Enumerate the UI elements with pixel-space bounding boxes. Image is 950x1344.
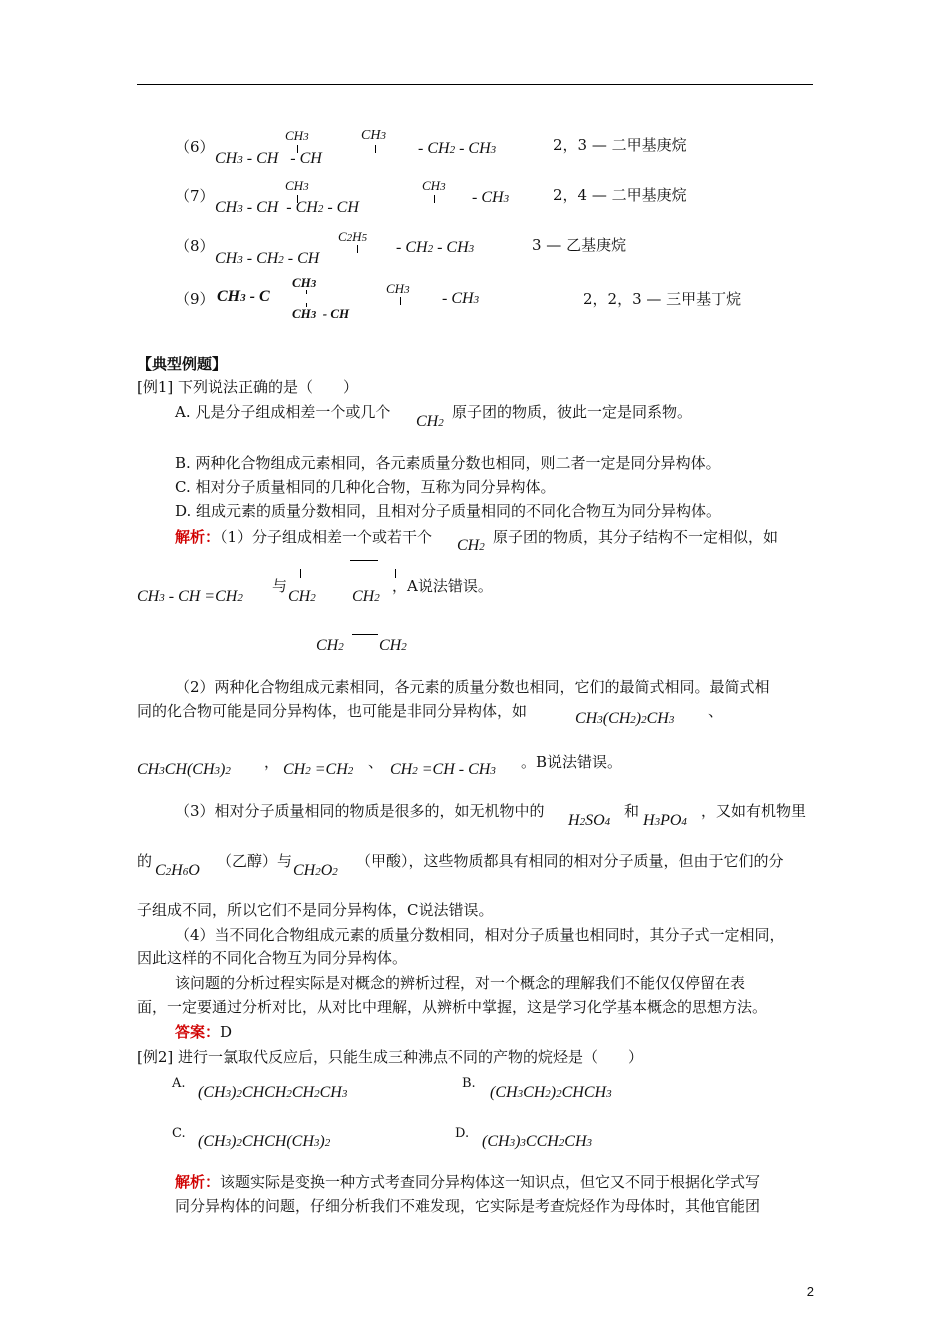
ex2-option-d-label: D. [455,1126,470,1141]
analysis-3-mid-2: （甲酸），这些物质都具有相同的相对分子质量，但由于它们的分 [356,852,784,870]
he-text: 和 [624,802,640,820]
analysis-2-end: 。B说法错误。 [521,753,623,771]
row-8-number: （8） [175,237,215,255]
ex2-option-c-formula: (CH3)2CHCH(CH3)2 [198,1133,331,1150]
ex2-analysis-label: 解析： [175,1173,221,1191]
propene-formula-2: CH2 =CH - CH3 [390,761,496,778]
ex1-stem: [例1] 下列说法正确的是（ ） [137,378,359,396]
ex2-option-c-label: C. [172,1126,186,1141]
row-7-name: 2，4 — 二甲基庚烷 [553,186,687,204]
ex2-option-b-label: B. [462,1076,476,1091]
ex2-stem: [例2] 进行一氯取代反应后，只能生成三种沸点不同的产物的烷烃是（ ） [137,1048,644,1066]
row-6-number: （6） [175,138,215,156]
ex1-option-a-post: 原子团的物质，彼此一定是同系物。 [452,403,693,421]
isobutane-formula: CH3CH(CH3)2 [137,761,231,778]
row-6-name: 2，3 — 二甲基庚烷 [553,136,687,154]
analysis-1-text-pre: （1）分子组成相差一个或若干个 [220,528,433,546]
ethene-formula: CH2 =CH2 [283,761,354,778]
analysis-4-line-1: （4）当不同化合物组成元素的质量分数相同，相对分子质量也相同时，其分子式一定相同， [175,926,785,944]
section-title: 【典型例题】 [137,355,228,373]
analysis-3-mid-1: （乙醇）与 [217,852,293,870]
row-9-name: 2，2，3 — 三甲基丁烷 [583,290,742,308]
ethanol-formula: C2H6O [155,862,200,879]
ex1-answer [175,1022,232,1042]
analysis-1-end: ，A说法错误。 [392,577,493,595]
header-rule [137,84,813,85]
ex2-option-a-label: A. [172,1076,186,1091]
row-7-number: （7） [175,187,215,205]
analysis-5-line-1: 该问题的分析过程实际是对概念的辨析过程，对一个概念的理解我们不能仅仅停留在表 [175,974,746,992]
analysis-1-formula: CH2 [457,537,485,554]
row-9-number: （9） [175,290,215,308]
ex2-analysis-line-2: 同分异构体的问题，仔细分析我们不难发现，它实际是考查烷烃作为母体时，其他官能团 [175,1197,761,1215]
analysis-3-line-1b: ，又如有机物里 [701,802,807,820]
analysis-2-line-1: （2）两种化合物组成元素相同，各元素的质量分数也相同，它们的最简式相同。最简式相 [175,678,770,696]
ex1-option-a-formula: CH2 [416,413,444,430]
separator-1: 、 [708,702,724,720]
propene-formula: CH3 - CH =CH2 [137,588,243,605]
ex2-option-d-formula: (CH3)3CCH2CH3 [482,1133,593,1150]
page-number: 2 [806,1284,814,1299]
analysis-1-text-post: 原子团的物质，其分子结构不一定相似，如 [493,528,779,546]
row-8-name: 3 — 乙基庚烷 [532,236,627,254]
h3po4-formula: H3PO4 [643,812,687,829]
ex1-option-b: B. 两种化合物组成元素相同，各元素质量分数也相同，则二者一定是同分异构体。 [175,454,721,472]
ex2-analysis-line-1 [175,1172,760,1192]
comma-1: ， [264,753,280,771]
analysis-5-line-2: 面，一定要通过分析对比，从对比中理解，从辨析中掌握，这是学习化学基本概念的思想方法。 [137,998,768,1016]
analysis-2-line-2: 同的化合物可能是同分异构体，也可能是非同分异构体，如 [137,702,528,720]
ex1-analysis-1 [175,527,432,547]
butane-formula: CH3(CH2)2CH3 [575,710,675,727]
yu-text: 与 [272,577,288,595]
analysis-3-line-3: 子组成不同，所以它们不是同分异构体，C说法错误。 [137,901,494,919]
answer-label: 答案： [175,1023,221,1041]
ex1-option-d: D. 组成元素的质量分数相同，且相对分子质量相同的不同化合物互为同分异构体。 [175,502,722,520]
h2so4-formula: H2SO4 [568,812,611,829]
ex2-option-a-formula: (CH3)2CHCH2CH2CH3 [198,1084,348,1101]
separator-2: 、 [368,753,384,771]
analysis-3-line-1: （3）相对分子质量相同的物质是很多的，如无机物中的 [175,802,545,820]
de-text: 的 [137,852,153,870]
ex2-analysis-text-1: 该题实际是变换一种方式考查同分异构体这一知识点，但它又不同于根据化学式写 [220,1173,761,1191]
ex1-option-a-pre: A. 凡是分子组成相差一个或几个 [175,403,391,421]
formic-acid-formula: CH2O2 [293,862,338,879]
ex2-option-b-formula: (CH3CH2)2CHCH3 [490,1084,612,1101]
analysis-label: 解析： [175,528,221,546]
analysis-4-line-2: 因此这样的不同化合物互为同分异构体。 [137,949,408,967]
answer-value: D [220,1023,233,1041]
ex1-option-c: C. 相对分子质量相同的几种化合物，互称为同分异构体。 [175,478,556,496]
